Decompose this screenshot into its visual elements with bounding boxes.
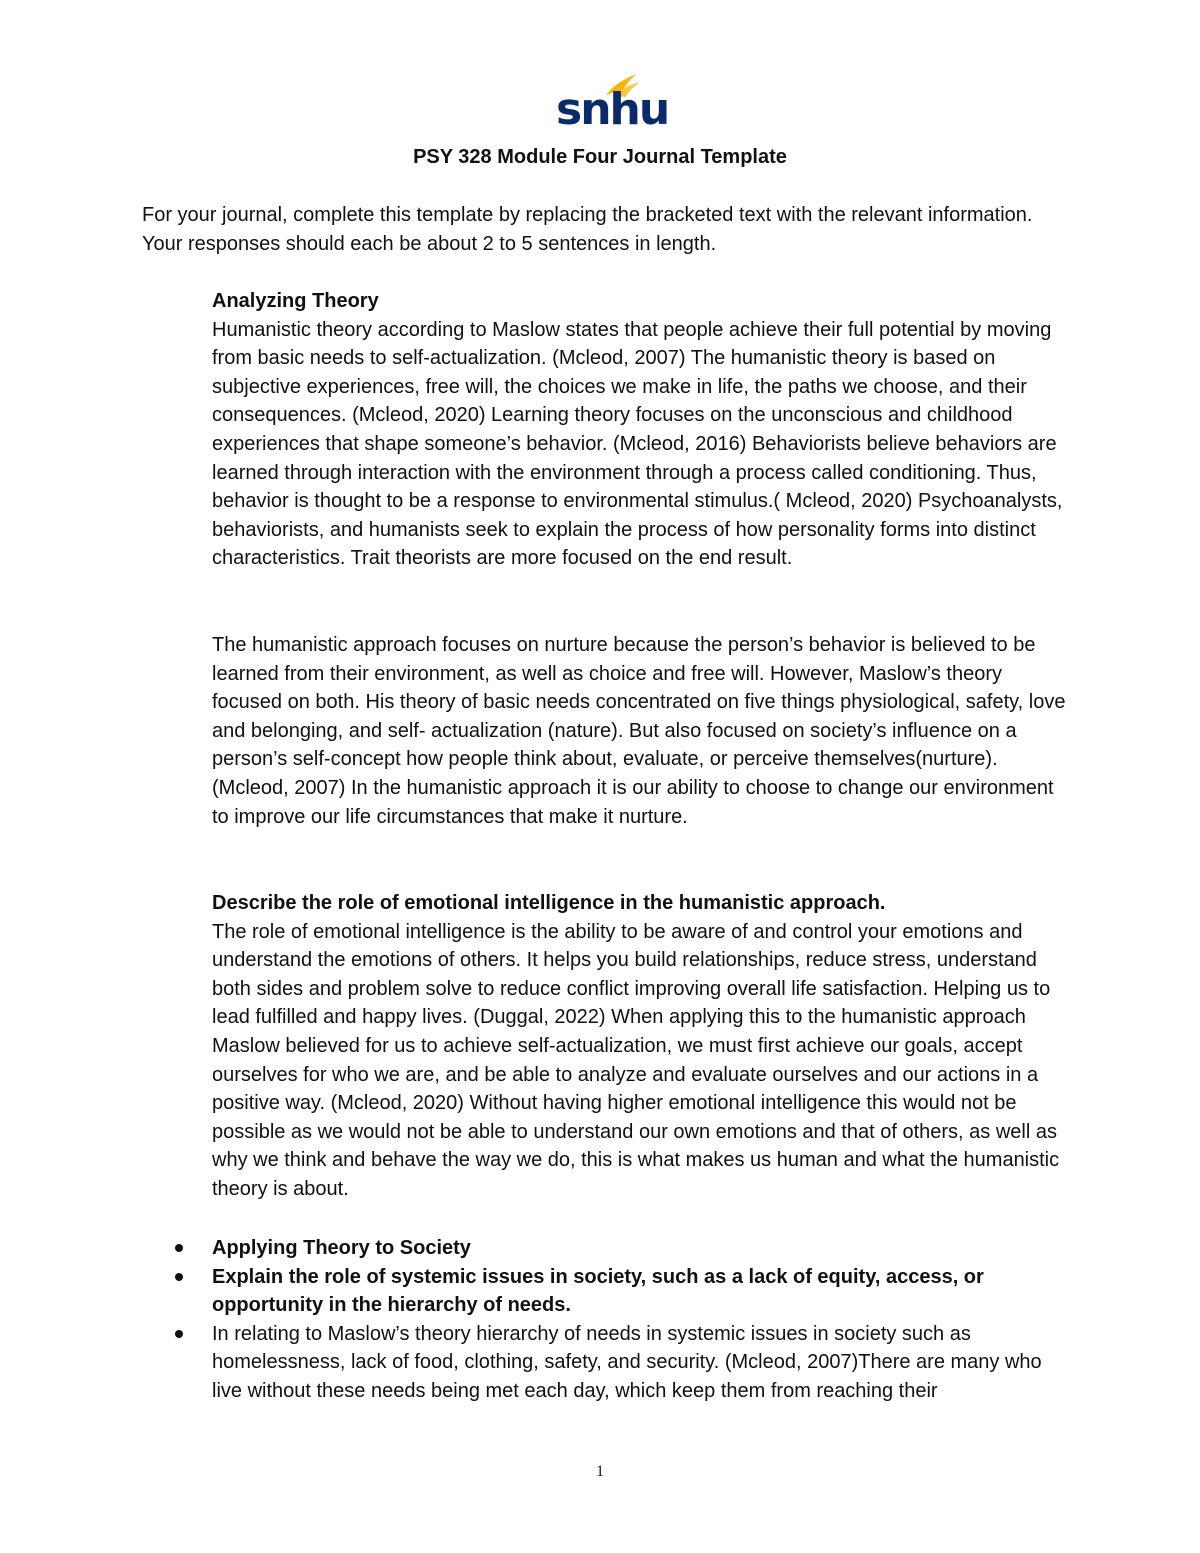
- bullet-icon: [175, 1330, 183, 1338]
- section-nature-nurture: [212, 631, 1072, 831]
- bullet-list: [212, 1234, 1072, 1406]
- bullet-icon: [175, 1273, 183, 1281]
- section-heading: Analyzing Theory: [212, 290, 379, 312]
- section-body: Humanistic theory according to Maslow states that people achieve their full potential by moving from basic needs to self-actualization. (Mcleod, 2007) The humanistic theory is based on subjective experiences, free will, the choices we make in life, the paths we choose, and their consequences. (Mcleod, 2020) Learning theory focuses on the unconscious and childhood experiences that shape someone’s behavior. (Mcleod, 2016) Behaviorists believe behaviors are learned through interaction with the environment through a process called conditioning. Thus, behavior is thought to be a response to environmental stimulus.( Mcleod, 2020) Psychoanalysts, behaviorists, and humanists seek to explain the process of how personality forms into distinct characteristics. Trait theorists are more focused on the end result.: [212, 318, 1063, 570]
- list-item: [212, 1320, 1072, 1406]
- list-item-text: In relating to Maslow’s theory hierarchy of needs in systemic issues in society such as homelessness, lack of food, clothing, safety, and security. (Mcleod, 2007)There are many who live without these needs being met each day, which keep them from reaching their: [212, 1322, 1042, 1402]
- snhu-logo: [552, 72, 669, 135]
- section-body: The humanistic approach focuses on nurture because the person’s behavior is believed to be learned from their environment, as well as choice and free will. However, Maslow’s theory focused on both. His theory of basic needs concentrated on five things physiological, safety, love and belonging, and self- actualization (nature). But also focused on society’s influence on a person’s self-concept how people think about, evaluate, or perceive themselves(nurture). (Mcleod, 2007) In the humanistic approach it is our ability to choose to change our environment to improve our life circumstances that make it nurture.: [212, 634, 1066, 828]
- section-analyzing-theory: [212, 287, 1072, 573]
- bullet-icon: [175, 1244, 183, 1252]
- logo-wordmark: snhu: [556, 84, 669, 135]
- section-emotional-intelligence: [212, 889, 1072, 1204]
- list-item-text: Applying Theory to Society: [212, 1237, 471, 1259]
- section-heading: Describe the role of emotional intelligence in the humanistic approach.: [212, 892, 886, 914]
- list-item: [212, 1234, 1072, 1263]
- page-number: 1: [596, 1463, 604, 1480]
- list-item: [212, 1263, 1072, 1320]
- document-title: PSY 328 Module Four Journal Template: [413, 146, 787, 168]
- section-body: The role of emotional intelligence is the ability to be aware of and control your emotions and understand the emotions of others. It helps you build relationships, reduce stress, understand both sides and problem solve to reduce conflict improving overall life satisfaction. Helping us to lead fulfilled and happy lives. (Duggal, 2022) When applying this to the humanistic approach Maslow believed for us to achieve self-actualization, we must first achieve our goals, accept ourselves for who we are, and be able to analyze and evaluate ourselves and our actions in a positive way. (Mcleod, 2020) Without having higher emotional intelligence this would not be possible as we would not be able to understand our own emotions and that of others, as well as why we think and behave the way we do, this is what makes us human and what the humanistic theory is about.: [212, 920, 1060, 1200]
- intro-paragraph: For your journal, complete this template by replacing the bracketed text with the relevant information. Your responses should each be about 2 to 5 sentences in length.: [142, 204, 1033, 255]
- list-item-text: Explain the role of systemic issues in society, such as a lack of equity, access, or opportunity in the hierarchy of needs.: [212, 1265, 984, 1317]
